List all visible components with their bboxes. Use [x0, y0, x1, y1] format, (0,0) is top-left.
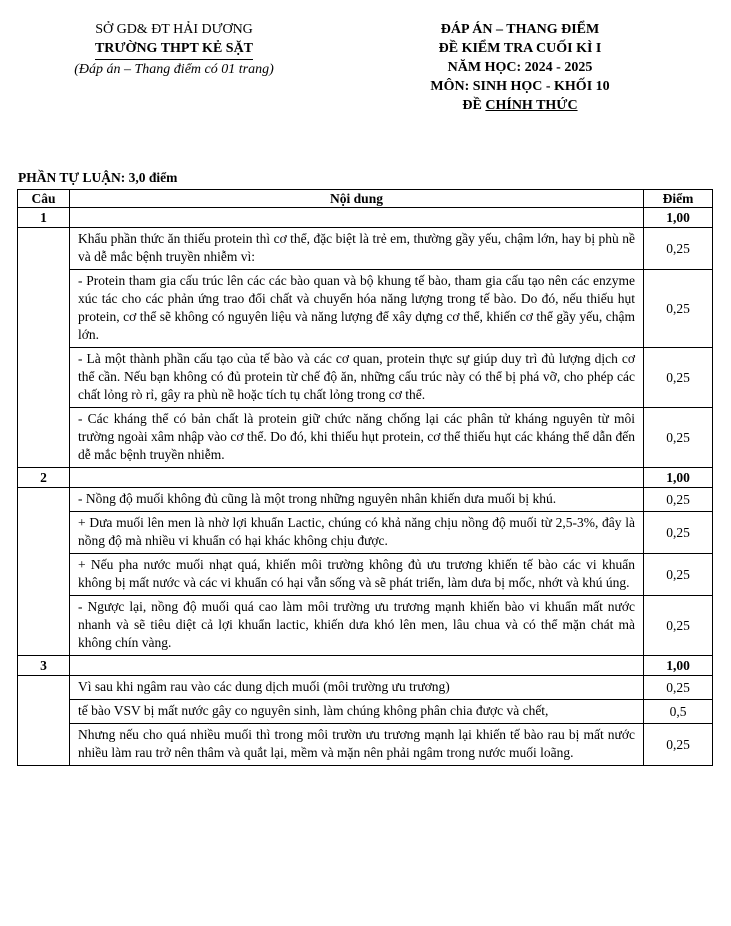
- answer-content: + Dưa muối lên men là nhờ lợi khuẩn Lactic, chúng có khả năng chịu nồng độ muối từ 2,5-3%, đây là nồng độ mà nhiều vi khuẩn có hại khác không chịu được.: [70, 512, 644, 554]
- answer-score: 0,25: [644, 596, 713, 656]
- table-row: [18, 676, 713, 700]
- subject-grade: MÔN: SINH HỌC - KHỐI 10: [430, 79, 610, 94]
- answer-score: 0,25: [644, 554, 713, 596]
- question-blank: [70, 468, 644, 488]
- answer-score: 0,25: [644, 512, 713, 554]
- answer-score: 0,25: [644, 408, 713, 468]
- header-content: Nội dung: [70, 190, 644, 208]
- answer-content: tế bào VSV bị mất nước gây co nguyên sinh, làm chúng không phân chia được và chết,: [70, 700, 644, 724]
- question-row: [18, 468, 713, 488]
- header-left: [40, 20, 308, 79]
- table-row: [18, 724, 713, 766]
- answer-content: - Các kháng thể có bản chất là protein giữ chức năng chống lại các phân tử kháng nguyên từ môi trường ngoài xâm nhập vào cơ thể. Do đó, khi thiếu hụt protein, cơ thể thiếu hụt các kháng thể dẫn đến dễ mắc bệnh truyền nhiễm.: [70, 408, 644, 468]
- question-blank: [70, 656, 644, 676]
- answer-content: - Ngược lại, nồng độ muối quá cao làm môi trường ưu trương mạnh khiến bào vi khuẩn mất nước nhanh và sẽ tiêu diệt cả lợi khuẩn lactic, khiến dưa khó lên men, lâu chua và có thể mặn chát mà không chín vàng.: [70, 596, 644, 656]
- school-year: NĂM HỌC: 2024 - 2025: [447, 60, 593, 75]
- question-row: [18, 208, 713, 228]
- table-row: [18, 348, 713, 408]
- question-blank: [70, 208, 644, 228]
- answer-content: - Là một thành phần cấu tạo của tế bào và các cơ quan, protein thực sự giúp duy trì đủ lượng dịch cơ thể cần. Nếu bạn không có đủ protein từ chế độ ăn, những cấu trúc này có thể bị phá vỡ, cho phép các chất lỏng rò rỉ, gây ra phù nề hoặc tích tụ chất lỏng trong cơ thể.: [70, 348, 644, 408]
- answer-score: 0,25: [644, 488, 713, 512]
- header-right: [392, 20, 648, 115]
- question-number: 1: [18, 208, 70, 228]
- answer-score: 0,25: [644, 348, 713, 408]
- table-row: [18, 596, 713, 656]
- answer-score: 0,25: [644, 676, 713, 700]
- answer-table: [17, 189, 713, 766]
- answer-score: 0,25: [644, 724, 713, 766]
- answer-content: - Protein tham gia cấu trúc lên các các bào quan và bộ khung tế bào, tham gia cấu tạo nên các enzyme xúc tác cho các phản ứng trao đổi chất và chuyển hóa năng lượng trong tế bào. Do đó, nếu thiếu hụt protein, cơ thể sẽ không có nguyên liệu và năng lượng để xây dựng cơ thể, khiến cơ thể gầy yếu, chậm lớn.: [70, 270, 644, 348]
- header-question: Câu: [18, 190, 70, 208]
- official-label: ĐỀ CHÍNH THỨC: [462, 98, 578, 113]
- table-row: [18, 488, 713, 512]
- question-total: 1,00: [644, 468, 713, 488]
- table-row: [18, 554, 713, 596]
- answer-score: 0,25: [644, 228, 713, 270]
- answer-content: Nhưng nếu cho quá nhiều muối thì trong môi trườn ưu trương mạnh lại khiến tế bào rau bị mất nước nhiều làm rau trở nên thâm và quắt lại, mềm và mặn nên phải ngâm trong nước muối loãng.: [70, 724, 644, 766]
- question-spacer: [18, 676, 70, 766]
- question-number: 3: [18, 656, 70, 676]
- answer-content: Vì sau khi ngâm rau vào các dung dịch muối (môi trường ưu trương): [70, 676, 644, 700]
- answer-content: + Nếu pha nước muối nhạt quá, khiến môi trường không đủ ưu trương khiến tế bào các vi khuẩn không bị mất nước và các vi khuẩn có hại vẫn sống và sẽ phát triển, làm dưa bị mốc, nhớt và khú úng.: [70, 554, 644, 596]
- official-word: CHÍNH THỨC: [485, 98, 578, 113]
- table-row: [18, 408, 713, 468]
- question-spacer: [18, 228, 70, 468]
- answer-content: Khẩu phần thức ăn thiếu protein thì cơ thể, đặc biệt là trẻ em, thường gầy yếu, chậm lớn, hay bị phù nề và dễ mắc bệnh truyền nhiễm vì:: [70, 228, 644, 270]
- table-row: [18, 512, 713, 554]
- table-row: [18, 700, 713, 724]
- department-name: SỞ GD& ĐT HẢI DƯƠNG: [95, 22, 253, 37]
- answer-score: 0,25: [644, 270, 713, 348]
- question-spacer: [18, 488, 70, 656]
- table-row: [18, 270, 713, 348]
- doc-title: ĐÁP ÁN – THANG ĐIỂM: [440, 22, 600, 37]
- table-header-row: [18, 190, 713, 208]
- header-score: Điểm: [644, 190, 713, 208]
- question-total: 1,00: [644, 208, 713, 228]
- question-row: [18, 656, 713, 676]
- answer-score: 0,5: [644, 700, 713, 724]
- section-title: PHẦN TỰ LUẬN: 3,0 điểm: [18, 170, 178, 185]
- answer-content: - Nồng độ muối không đủ cũng là một trong những nguyên nhân khiến dưa muối bị khú.: [70, 488, 644, 512]
- table-row: [18, 228, 713, 270]
- question-total: 1,00: [644, 656, 713, 676]
- school-name: TRƯỜNG THPT KẺ SẶT: [95, 39, 253, 60]
- question-number: 2: [18, 468, 70, 488]
- page-count-note: (Đáp án – Thang điểm có 01 trang): [74, 62, 274, 77]
- exam-name: ĐỀ KIỂM TRA CUỐI KÌ I: [438, 41, 602, 56]
